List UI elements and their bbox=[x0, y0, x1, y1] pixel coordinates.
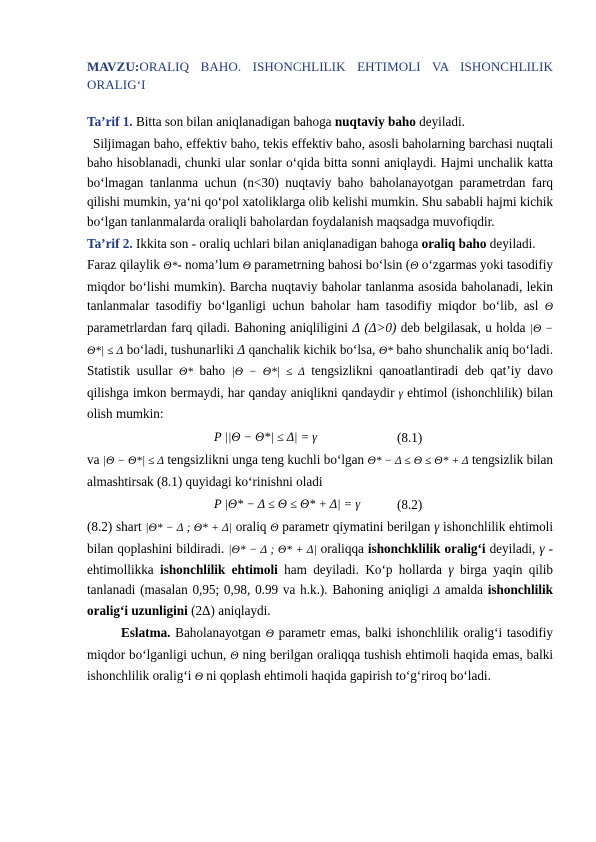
formula-inline-interval-ineq: Θ* − Δ ≤ Θ ≤ Θ* + Δ bbox=[367, 454, 469, 467]
text-run: ehtimol (ishonchlilik) bilan olish mumkin: bbox=[87, 384, 554, 422]
formula-inline-abs: |Θ − Θ*| ≤ Δ bbox=[87, 322, 553, 357]
formula-8-2-expression: P |Θ* − Δ ≤ Θ ≤ Θ* + Δ| = γ bbox=[214, 497, 361, 512]
symbol-theta-star: Θ* bbox=[378, 344, 393, 357]
definition-2-label: Ta’rif 2. bbox=[87, 235, 133, 251]
text-run: baho bbox=[193, 363, 232, 379]
text-run: - noma’lum bbox=[177, 257, 243, 273]
title-prefix: MAVZU: bbox=[87, 59, 140, 74]
text-run: Faraz qilaylik bbox=[87, 257, 164, 273]
formula-8-1 bbox=[87, 426, 553, 450]
symbol-delta-positive: (Δ>0) bbox=[364, 319, 397, 335]
text-run: ning berilgan oraliqqa tushish ehtimoli haqida emas, balki ishonchlilik oralig‘i bbox=[87, 646, 553, 684]
text-run: ham deyiladi. Ko‘p hollarda bbox=[277, 562, 449, 578]
paragraph-equivalent-inequality bbox=[87, 450, 553, 491]
symbol-gamma: γ bbox=[434, 519, 440, 535]
text-run: (2Δ) aniqlaydi. bbox=[187, 603, 271, 619]
text-run: tengsizlik bilan almashtirsak (8.1) quyidagi ko‘rinishni oladi bbox=[87, 451, 554, 489]
formula-inline-abs: |Θ − Θ*| ≤ Δ bbox=[231, 366, 305, 379]
text-run: bo‘ladi, tushunarliki bbox=[123, 341, 238, 357]
paragraph-point-estimates: Siljimagan baho, effektiv baho, tekis effektiv baho, asosli baholarning barchasi nuqtali baho hisoblanadi, chunki ular sonlar o‘qida bitta sonni aniqlaydi. Hajmi unchalik katta bo‘lmagan tanlanma uchun (n<30) nuqtaviy baho baholanayotgan parametrdan farq qilishi mumkin, ya‘ni qo‘pol xatoliklarga olib kelishi mumkin. Shu sababli hajmi kichik bo‘lgan tanlanmalarda oraliqli baholardan foydalanish maqsadga muvofiqdir. bbox=[87, 135, 553, 229]
definition-1-tail: deyiladi. bbox=[415, 114, 465, 129]
text-run: Baholanayotgan bbox=[170, 625, 266, 641]
definition-2-text: Ikkita son - oraliq uchlari bilan aniqlanadigan bahoga bbox=[132, 235, 422, 251]
text-run: oraliqqa bbox=[316, 540, 368, 556]
symbol-theta: Θ bbox=[242, 260, 251, 273]
symbol-theta-star: Θ* bbox=[178, 366, 194, 379]
symbol-gamma: γ bbox=[398, 387, 404, 400]
text-run: baho shunchalik aniq bo‘ladi. Statistik usullar bbox=[87, 341, 554, 379]
note-paragraph bbox=[87, 623, 553, 688]
formula-8-2 bbox=[87, 493, 553, 517]
symbol-gamma: γ bbox=[539, 540, 545, 556]
paragraph-accuracy bbox=[87, 255, 553, 424]
definition-1 bbox=[87, 112, 553, 132]
text-run: tengsizlikni unga teng kuchli bo‘lgan bbox=[164, 451, 368, 467]
term-confidence-probability: ishonchlilik ehtimoli bbox=[160, 562, 278, 578]
symbol-theta: Θ bbox=[544, 301, 553, 314]
symbol-gamma: γ bbox=[448, 562, 454, 578]
text-run: birga yaqin qilib tanlanadi (masalan 0,95; 0,98, 0.99 va h.k.). Bahoning aniqligi bbox=[87, 562, 553, 597]
symbol-theta: Θ bbox=[230, 649, 239, 662]
text-run: qanchalik kichik bo‘lsa, bbox=[245, 341, 379, 357]
symbol-delta: Δ bbox=[433, 584, 441, 597]
note-label: Eslatma. bbox=[121, 625, 171, 641]
term-interval-length: ishonchlilik oralig‘i uzunligini bbox=[87, 581, 553, 619]
formula-inline-abs: |Θ − Θ*| ≤ Δ bbox=[102, 454, 164, 467]
definition-2-term: oraliq baho bbox=[421, 235, 487, 251]
text-run: parametr emas, balki ishonchlilik oralig‘i tasodifiy miqdor bo‘lganligi uchun, bbox=[87, 625, 554, 662]
text-run: amalda bbox=[440, 581, 488, 597]
symbol-theta: Θ bbox=[265, 628, 274, 641]
definition-1-label: Ta’rif 1. bbox=[87, 114, 133, 129]
text-run: deyiladi, bbox=[485, 540, 540, 556]
formula-inline-interval: |Θ* − Δ ; Θ* + Δ| bbox=[145, 522, 232, 535]
text-run: - ehtimollikka bbox=[87, 540, 553, 578]
text-run: ni qoplash ehtimoli haqida gapirish to‘g‘riroq bo‘ladi. bbox=[203, 668, 491, 684]
text-run: parametr qiymatini berilgan bbox=[278, 519, 435, 535]
term-confidence-interval: ishonchklilik oralig‘i bbox=[367, 540, 486, 556]
paragraph-confidence-interval bbox=[87, 517, 553, 621]
text-run: va bbox=[87, 451, 103, 467]
symbol-theta: Θ bbox=[410, 260, 419, 273]
text-run: (8.2) shart bbox=[87, 519, 146, 535]
symbol-delta: Δ bbox=[352, 319, 361, 335]
definition-1-term: nuqtaviy baho bbox=[334, 114, 416, 129]
text-run: parametrlardan farq qiladi. Bahoning aniqliligini bbox=[87, 319, 353, 335]
text-run: tengsizlikni qanoatlantiradi deb qat’iy davo qilishga imkon bermaydi, har qanday aniqlikni qandaydir bbox=[87, 363, 554, 400]
title-text: ORALIQ BAHO. ISHONCHLILIK EHTIMOLI VA ISHONCHLILIK ORALIG‘I bbox=[87, 59, 553, 92]
formula-inline-interval: |Θ* − Δ ; Θ* + Δ| bbox=[228, 543, 317, 556]
text-run: o‘zgarmas yoki tasodifiy miqdor bo‘lishi mumkin). Barcha nuqtaviy baholar tanlanma asosida baholanadi, lekin tanlanmalar tasodifiy bo‘lganligi uchun baholar ham tasodifiy miqdor bo‘lib, asl bbox=[87, 257, 553, 314]
symbol-delta: Δ bbox=[237, 341, 246, 357]
text-run: ishonchlilik ehtimoli bilan qoplashini bildiradi. bbox=[87, 519, 554, 556]
page-title bbox=[87, 58, 553, 94]
document-page bbox=[87, 58, 553, 690]
definition-1-text: Bitta son bilan aniqlanadigan bahoga bbox=[132, 114, 335, 129]
text-run: deb belgilasak, u holda bbox=[396, 319, 530, 335]
symbol-theta: Θ bbox=[270, 522, 279, 535]
text-run: parametrning bahosi bo‘lsin ( bbox=[250, 257, 411, 273]
formula-8-2-number: (8.2) bbox=[397, 497, 423, 513]
definition-2-tail: deyiladi. bbox=[486, 235, 536, 251]
formula-8-1-number: (8.1) bbox=[397, 429, 423, 445]
symbol-theta: Θ bbox=[194, 671, 203, 684]
formula-8-1-expression: P ||Θ − Θ*| ≤ Δ| = γ bbox=[214, 429, 318, 444]
symbol-theta-star: Θ* bbox=[163, 260, 178, 273]
definition-2 bbox=[87, 234, 553, 254]
text-run: oraliq bbox=[231, 519, 271, 535]
